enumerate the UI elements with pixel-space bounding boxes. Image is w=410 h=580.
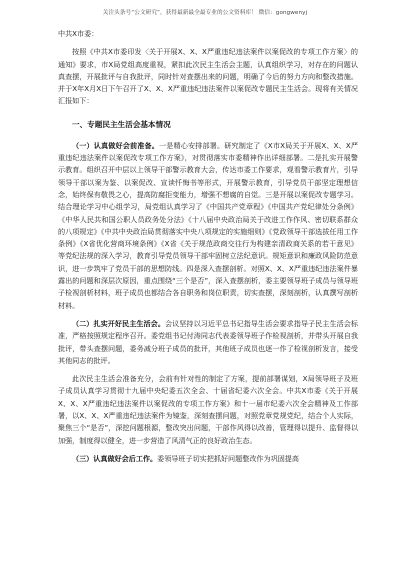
- item-1-label: （一）认真做好会前准备。: [72, 140, 160, 150]
- top-banner: 关注头条号“公文研究”，获得最新最全最专业的公文资料库！ 微信：gongwenyj: [102, 10, 308, 16]
- item-1-text: 一是精心安排部署。研究制定了《X市X局关于开展X、X、X严重违纪违法案件以案促改专项工作方案》，对贯彻落实市委精神作出详细部署。二是扎实开展警示教育。组织召开中层以上领导干部警示教育大会，传达市委工作要求，观看警示教育片，引导领导干部以案为鉴、以案促改、宣读忏悔书等形式，开展警示教育，引导党员干部坚定理想信念，始终保有敬畏之心，提高防腐拒变能力，增强不想腐的自觉。三是开展以案促改专题学习。结合理论学习中心组学习，局党组认真学习了《中国共产党章程》《中国共产党纪律处分条例》《中华人民共和国公职人员政务处分法》《十八届中央政治局关于改进工作作风、密切联系群众的八项规定》《中共中央政治局贯彻落实中央八项规定的实施细则》《党政领导干部选拔任用工作条例》《X省优化营商环境条例》《X省《关于规范政商交往行为构建亲清政商关系的若干意见》等党纪法规的深入学习，教育引导党员领导干部牢固树立法纪意识。规矩意识和廉政风险防范意识，进一步筑牢了党员干部的思想防线。四是深入查摆剖析。对照X、X、X严重违纪违法案件暴露出的问题和深层次原因，重点围绕“三个是否”，深入查摆剖析，委主要领导班子成员与领导班子检视剖析材料，班子成员也都结合各自职务和岗位职责，切实查摆，深刻剖析，认真撰写剖析材料。: [58, 140, 359, 310]
- item-2-text: 会议坚持以习近平总书记指导生活会要求指导子民主生活会标准，严格按照规定程序召开。委党组书记付涛同志代表委领导班子作检视剖析，并带头开展自我批评，带头查摆问题，委务减分班子成员的批评，其他班子成员也逐一作了检视剖析发言，接受其他同志的批评。: [58, 318, 358, 365]
- paragraph-3: 此次民主生活会准备充分，会前有针对性的制定了方案，提前部署谋划，X局领导班子及班子成员认真学习贯彻十九届中央纪委五次全会、十届省纪委六次全会。中共X市委《关于开展X、X、X严重违纪违法案件以案促改的专项工作方案》和十一届市纪委六次全会精神及工作部署，以X、X、X严重违纪违法案件为镜鉴，深刻查摆问题，对照党章党规党纪，结合个人实际，聚焦三个“是否”，深挖问题根源，整改突出问题，干部作风得以改善，管理得以提升、监督得以加强，制度得以健全，进一步营造了风清气正的良好政治生态。: [58, 374, 358, 445]
- paragraph-item-1: [58, 140, 358, 312]
- item-3-text: 委领导班子切实把抓好问题整改作为巩固提高: [157, 453, 299, 463]
- item-3-label: （三）认真做好会后工作。: [72, 453, 158, 463]
- intro-paragraph: 按照《中共X市委印发〈关于开展X、X、X严重违纪违法案件以案促改的专项工作方案〉的通知》要求，市X局党组高度重视，紧扣此次民主生活会主题，认真组织学习，对存在的问题认真查摆，开展批评与自我批评，同时针对查摆出来的问题，明确了今后的努力方向和整改措施。并于X年X月X日下午召开了X、X、X严重违纪违法案件以案促改专题民主生活会。现将有关情况汇报如下：: [58, 47, 358, 106]
- item-2-label: （二）扎实开好民主生活会。: [72, 318, 165, 328]
- paragraph-item-2: [58, 318, 358, 367]
- paragraph-item-3: [58, 453, 358, 465]
- section-heading: 一、专题民主生活会基本情况: [72, 119, 171, 129]
- document-body: [58, 28, 358, 465]
- greeting: 中共X市委：: [58, 29, 99, 38]
